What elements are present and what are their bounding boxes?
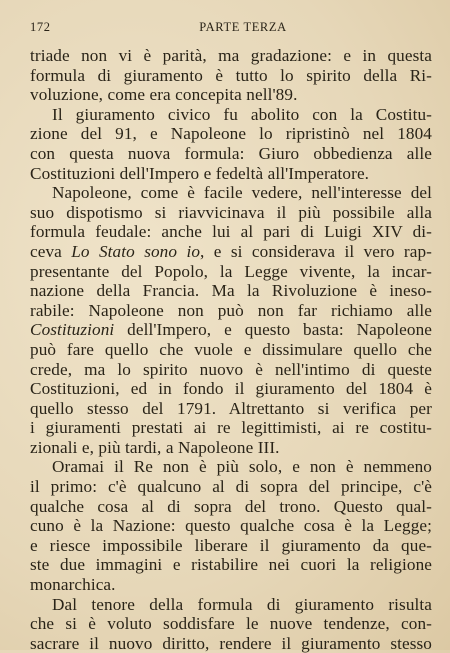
body-text	[30, 46, 432, 653]
text-line	[30, 379, 432, 399]
text-segment: presentante del Popolo, la Legge vivente, la incar-	[30, 261, 432, 281]
italic-text: Lo Stato sono io	[71, 241, 201, 261]
text-line	[30, 536, 432, 556]
text-line	[30, 262, 432, 282]
text-segment: nazione della Francia. Ma la Rivoluzione è inesо-	[30, 281, 432, 301]
italic-text: Costituzioni	[30, 320, 115, 340]
text-line	[30, 418, 432, 438]
text-line	[30, 124, 432, 144]
text-segment: ste due immagini e ristabilire nei cuori la religione	[30, 555, 432, 575]
text-segment: e riesce impossibile liberare il giuramento da que-	[30, 535, 432, 555]
text-line	[30, 438, 432, 458]
text-line	[30, 399, 432, 419]
text-segment: zionali e, più tardi, a Napoleone III.	[30, 437, 280, 457]
text-segment: , e si considerava il vero rap-	[200, 241, 432, 261]
text-line	[30, 340, 432, 360]
running-head: PARTE TERZA	[199, 20, 287, 34]
page-number: 172	[30, 20, 51, 34]
text-line	[30, 301, 432, 321]
text-line	[30, 516, 432, 536]
text-line	[30, 595, 432, 615]
text-segment: il primo: c'è qualcuno al di sopra del principe, c'è	[30, 477, 432, 497]
text-segment: formula di giuramento è tutto lo spirito della Ri-	[30, 65, 432, 85]
text-segment: zione del 91, e Napoleone lo ripristinò nel 1804	[30, 124, 432, 144]
text-line	[30, 46, 432, 66]
text-segment: Napoleone, come è facile vedere, nell'interesse del	[52, 183, 432, 203]
text-line	[30, 203, 432, 223]
text-segment: con questa nuova formula: Giuro obbedienza alle	[30, 143, 432, 163]
text-segment: che si è voluto soddisfare le nuove tendenze, con-	[30, 614, 432, 634]
text-segment: rabile: Napoleone non può non far richiamo alle	[30, 300, 432, 320]
text-line	[30, 66, 432, 86]
text-line	[30, 144, 432, 164]
text-segment: voluzione, come era concepita nell'89.	[30, 85, 298, 105]
text-line	[30, 360, 432, 380]
text-line	[30, 555, 432, 575]
text-line	[30, 497, 432, 517]
text-line	[30, 164, 432, 184]
text-segment: formula feudale: anche lui al pari di Luigi XIV di-	[30, 222, 432, 242]
text-line	[30, 477, 432, 497]
text-segment: cuno è la Nazione: questo qualche cosa è la Legge;	[30, 516, 432, 536]
text-segment: Dal tenore della formula di giuramento risulta	[52, 594, 432, 614]
text-line	[30, 105, 432, 125]
text-segment: quello stesso del 1791. Altrettanto si verifica per	[30, 398, 432, 418]
text-segment: Costituzioni dell'Impero e fedeltà all'Imperatore.	[30, 163, 370, 183]
text-segment: sacrare il nuovo diritto, rendere il giuramento stesso	[30, 633, 432, 653]
text-line	[30, 242, 432, 262]
text-line	[30, 575, 432, 595]
text-segment: monarchica.	[30, 575, 116, 595]
text-segment: Costituzioni, ed in fondo il giuramento del 1804 è	[30, 379, 432, 399]
page-header	[30, 20, 432, 38]
text-segment: qualche cosa al di sopra del trono. Questo qual-	[30, 496, 432, 516]
text-line	[30, 634, 432, 653]
text-line	[30, 281, 432, 301]
text-line	[30, 457, 432, 477]
text-segment: Il giuramento civico fu abolito con la Costitu-	[52, 104, 432, 124]
text-line	[30, 183, 432, 203]
text-segment: i giuramenti prestati ai re legittimisti, ai re costitu-	[30, 418, 432, 438]
text-segment: triade non vi è parità, ma gradazione: e in questa	[30, 46, 432, 65]
text-segment: crede, ma lo spirito nuovo è nell'intimo di queste	[30, 359, 432, 379]
text-segment: dell'Impero, e questo basta: Napoleone	[114, 320, 432, 340]
text-line	[30, 320, 432, 340]
text-line	[30, 85, 432, 105]
text-segment: può fare quello che vuole e dissimulare quello che	[30, 339, 432, 359]
text-line	[30, 222, 432, 242]
text-line	[30, 614, 432, 634]
text-segment: suo dispotismo si riavvicinava il più possibile alla	[30, 202, 432, 222]
text-segment: ceva	[30, 241, 72, 261]
text-segment: Oramai il Re non è più solo, e non è nemmeno	[52, 457, 432, 477]
